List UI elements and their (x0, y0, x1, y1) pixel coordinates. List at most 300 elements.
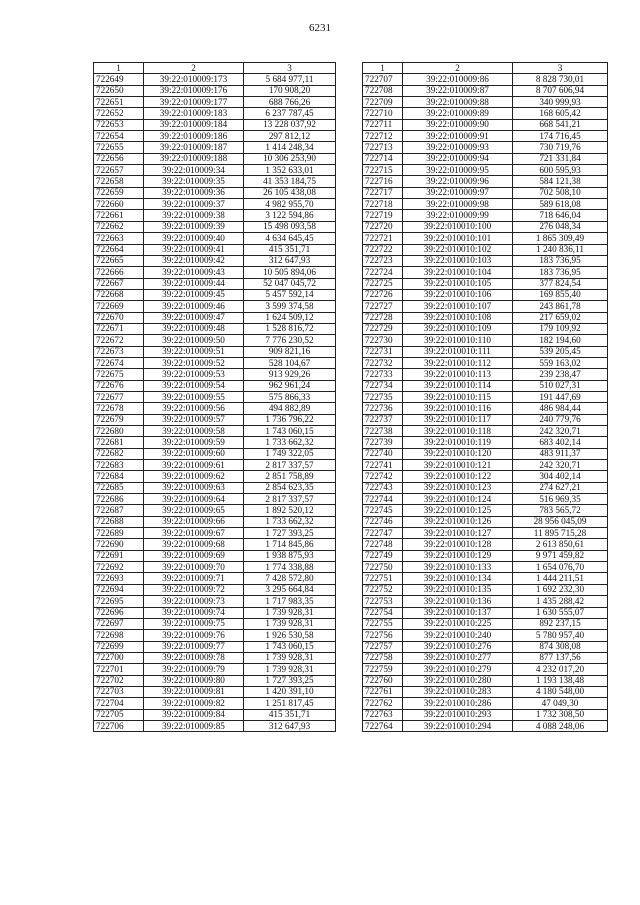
value-cell: 1 444 211,51 (513, 573, 608, 584)
value-cell: 913 929,26 (244, 369, 336, 380)
table-row (94, 255, 336, 266)
cadastral-number-cell: 39:22:010009:81 (144, 686, 244, 697)
cadastral-number-cell: 39:22:010009:98 (403, 199, 513, 210)
table-row (94, 312, 336, 323)
row-number-cell: 722680 (94, 426, 144, 437)
value-cell: 668 541,21 (513, 119, 608, 130)
row-number-cell: 722668 (94, 289, 144, 300)
cadastral-number-cell: 39:22:010009:66 (144, 516, 244, 527)
row-number-cell: 722734 (363, 380, 403, 391)
cadastral-number-cell: 39:22:010010:225 (403, 618, 513, 629)
cadastral-number-cell: 39:22:010009:82 (144, 698, 244, 709)
row-number-cell: 722676 (94, 380, 144, 391)
value-cell: 191 447,69 (513, 391, 608, 402)
row-number-cell: 722651 (94, 97, 144, 108)
header-row (363, 63, 608, 74)
header-col-3: 3 (244, 63, 336, 74)
row-number-cell: 722723 (363, 255, 403, 266)
table-row (94, 494, 336, 505)
value-cell: 909 821,16 (244, 346, 336, 357)
table-row (94, 153, 336, 164)
table-row (94, 176, 336, 187)
cadastral-number-cell: 39:22:010009:68 (144, 539, 244, 550)
value-cell: 312 647,93 (244, 255, 336, 266)
cadastral-number-cell: 39:22:010009:96 (403, 176, 513, 187)
table-row (94, 97, 336, 108)
row-number-cell: 722739 (363, 437, 403, 448)
cadastral-number-cell: 39:22:010010:134 (403, 573, 513, 584)
value-cell: 415 351,71 (244, 709, 336, 720)
cadastral-number-cell: 39:22:010010:135 (403, 584, 513, 595)
table-row (94, 505, 336, 516)
row-number-cell: 722735 (363, 391, 403, 402)
row-number-cell: 722674 (94, 357, 144, 368)
row-number-cell: 722671 (94, 323, 144, 334)
value-cell: 600 595,93 (513, 165, 608, 176)
row-number-cell: 722710 (363, 108, 403, 119)
row-number-cell: 722697 (94, 618, 144, 629)
value-cell: 1 420 391,10 (244, 686, 336, 697)
value-cell: 243 861,78 (513, 301, 608, 312)
table-row (363, 618, 608, 629)
value-cell: 242 320,71 (513, 426, 608, 437)
value-cell: 3 295 664,84 (244, 584, 336, 595)
table-row (363, 641, 608, 652)
row-number-cell: 722722 (363, 244, 403, 255)
value-cell: 183 736,95 (513, 255, 608, 266)
value-cell: 1 435 288,42 (513, 596, 608, 607)
cadastral-number-cell: 39:22:010009:85 (144, 720, 244, 731)
value-cell: 304 402,14 (513, 471, 608, 482)
table-row (94, 550, 336, 561)
table-row (94, 323, 336, 334)
row-number-cell: 722759 (363, 664, 403, 675)
table-row (94, 199, 336, 210)
table-row (363, 630, 608, 641)
table-row (363, 720, 608, 731)
row-number-cell: 722686 (94, 494, 144, 505)
table-row (363, 505, 608, 516)
cadastral-number-cell: 39:22:010009:77 (144, 641, 244, 652)
cadastral-number-cell: 39:22:010009:188 (144, 153, 244, 164)
table-row (363, 199, 608, 210)
table-row (363, 142, 608, 153)
cadastral-number-cell: 39:22:010009:56 (144, 403, 244, 414)
row-number-cell: 722683 (94, 460, 144, 471)
table-row (94, 516, 336, 527)
row-number-cell: 722693 (94, 573, 144, 584)
value-cell: 239 238,47 (513, 369, 608, 380)
cadastral-number-cell: 39:22:010009:40 (144, 233, 244, 244)
table-row (363, 539, 608, 550)
value-cell: 242 320,71 (513, 460, 608, 471)
cadastral-number-cell: 39:22:010010:283 (403, 686, 513, 697)
cadastral-number-cell: 39:22:010009:47 (144, 312, 244, 323)
table-row (363, 686, 608, 697)
table-row (363, 550, 608, 561)
table-row (363, 482, 608, 493)
cadastral-number-cell: 39:22:010010:136 (403, 596, 513, 607)
cadastral-number-cell: 39:22:010009:91 (403, 131, 513, 142)
value-cell: 1 717 983,35 (244, 596, 336, 607)
row-number-cell: 722741 (363, 460, 403, 471)
cadastral-number-cell: 39:22:010010:118 (403, 426, 513, 437)
row-number-cell: 722655 (94, 142, 144, 153)
row-number-cell: 722711 (363, 119, 403, 130)
cadastral-number-cell: 39:22:010010:112 (403, 357, 513, 368)
value-cell: 8 707 606,94 (513, 85, 608, 96)
value-cell: 1 692 232,30 (513, 584, 608, 595)
value-cell: 718 646,04 (513, 210, 608, 221)
value-cell: 1 733 662,32 (244, 516, 336, 527)
cadastral-number-cell: 39:22:010009:59 (144, 437, 244, 448)
value-cell: 1 739 928,31 (244, 664, 336, 675)
value-cell: 1 630 555,07 (513, 607, 608, 618)
value-cell: 1 739 928,31 (244, 618, 336, 629)
value-cell: 1 414 248,34 (244, 142, 336, 153)
row-number-cell: 722663 (94, 233, 144, 244)
row-number-cell: 722715 (363, 165, 403, 176)
value-cell: 274 627,21 (513, 482, 608, 493)
cadastral-number-cell: 39:22:010009:70 (144, 562, 244, 573)
row-number-cell: 722719 (363, 210, 403, 221)
table-row (94, 108, 336, 119)
row-number-cell: 722664 (94, 244, 144, 255)
row-number-cell: 722758 (363, 652, 403, 663)
value-cell: 1 251 817,45 (244, 698, 336, 709)
cadastral-number-cell: 39:22:010009:67 (144, 528, 244, 539)
row-number-cell: 722732 (363, 357, 403, 368)
cadastral-number-cell: 39:22:010009:52 (144, 357, 244, 368)
row-number-cell: 722748 (363, 539, 403, 550)
table-row (363, 652, 608, 663)
table-row (94, 357, 336, 368)
row-number-cell: 722696 (94, 607, 144, 618)
cadastral-number-cell: 39:22:010009:58 (144, 426, 244, 437)
value-cell: 584 121,38 (513, 176, 608, 187)
table-row (363, 301, 608, 312)
value-cell: 240 779,76 (513, 414, 608, 425)
table-row (363, 596, 608, 607)
table-row (94, 391, 336, 402)
value-cell: 2 613 850,61 (513, 539, 608, 550)
value-cell: 10 505 894,06 (244, 267, 336, 278)
value-cell: 5 780 957,40 (513, 630, 608, 641)
row-number-cell: 722657 (94, 165, 144, 176)
value-cell: 340 999,93 (513, 97, 608, 108)
value-cell: 2 854 623,35 (244, 482, 336, 493)
value-cell: 1 240 836,11 (513, 244, 608, 255)
cadastral-number-cell: 39:22:010010:123 (403, 482, 513, 493)
cadastral-number-cell: 39:22:010010:286 (403, 698, 513, 709)
value-cell: 1 774 338,88 (244, 562, 336, 573)
cadastral-number-cell: 39:22:010010:106 (403, 289, 513, 300)
cadastral-number-cell: 39:22:010009:35 (144, 176, 244, 187)
value-cell: 483 911,37 (513, 448, 608, 459)
cadastral-number-cell: 39:22:010009:54 (144, 380, 244, 391)
table-row (94, 448, 336, 459)
row-number-cell: 722667 (94, 278, 144, 289)
value-cell: 297 812,12 (244, 131, 336, 142)
table-row (94, 686, 336, 697)
table-row (94, 187, 336, 198)
table-row (363, 709, 608, 720)
table-row (363, 607, 608, 618)
cadastral-number-cell: 39:22:010010:104 (403, 267, 513, 278)
cadastral-number-cell: 39:22:010009:84 (144, 709, 244, 720)
table-row (94, 244, 336, 255)
value-cell: 5 457 592,14 (244, 289, 336, 300)
table-row (363, 426, 608, 437)
table-row (94, 233, 336, 244)
row-number-cell: 722733 (363, 369, 403, 380)
table-row (94, 426, 336, 437)
table-row (94, 709, 336, 720)
row-number-cell: 722669 (94, 301, 144, 312)
value-cell: 1 624 509,12 (244, 312, 336, 323)
value-cell: 26 105 438,08 (244, 187, 336, 198)
value-cell: 486 984,44 (513, 403, 608, 414)
value-cell: 528 104,67 (244, 357, 336, 368)
cadastral-number-cell: 39:22:010009:42 (144, 255, 244, 266)
table-row (94, 142, 336, 153)
cadastral-number-cell: 39:22:010010:103 (403, 255, 513, 266)
cadastral-number-cell: 39:22:010010:240 (403, 630, 513, 641)
cadastral-number-cell: 39:22:010009:50 (144, 335, 244, 346)
table-row (94, 562, 336, 573)
row-number-cell: 722709 (363, 97, 403, 108)
cadastral-number-cell: 39:22:010009:53 (144, 369, 244, 380)
page-number: 6231 (309, 22, 331, 34)
cadastral-number-cell: 39:22:010009:90 (403, 119, 513, 130)
table-header (94, 63, 336, 74)
value-cell: 5 684 977,11 (244, 74, 336, 85)
value-cell: 575 866,33 (244, 391, 336, 402)
row-number-cell: 722672 (94, 335, 144, 346)
row-number-cell: 722763 (363, 709, 403, 720)
cadastral-number-cell: 39:22:010009:186 (144, 131, 244, 142)
table-row (363, 494, 608, 505)
table-row (94, 698, 336, 709)
table-row (94, 471, 336, 482)
row-number-cell: 722761 (363, 686, 403, 697)
cadastral-number-cell: 39:22:010010:280 (403, 675, 513, 686)
table-row (94, 414, 336, 425)
row-number-cell: 722721 (363, 233, 403, 244)
value-cell: 174 716,45 (513, 131, 608, 142)
cadastral-number-cell: 39:22:010010:277 (403, 652, 513, 663)
row-number-cell: 722675 (94, 369, 144, 380)
table-row (94, 278, 336, 289)
table-row (363, 278, 608, 289)
value-cell: 516 969,35 (513, 494, 608, 505)
value-cell: 13 228 037,92 (244, 119, 336, 130)
cadastral-number-cell: 39:22:010010:116 (403, 403, 513, 414)
value-cell: 3 122 594,86 (244, 210, 336, 221)
table-row (363, 335, 608, 346)
cadastral-number-cell: 39:22:010009:38 (144, 210, 244, 221)
cadastral-number-cell: 39:22:010010:117 (403, 414, 513, 425)
table-row (94, 437, 336, 448)
cadastral-number-cell: 39:22:010009:45 (144, 289, 244, 300)
cadastral-number-cell: 39:22:010010:124 (403, 494, 513, 505)
table-row (94, 165, 336, 176)
cadastral-number-cell: 39:22:010010:111 (403, 346, 513, 357)
cadastral-number-cell: 39:22:010009:75 (144, 618, 244, 629)
value-cell: 494 882,89 (244, 403, 336, 414)
row-number-cell: 722754 (363, 607, 403, 618)
table-row (363, 562, 608, 573)
table-row (94, 119, 336, 130)
cadastral-number-cell: 39:22:010009:78 (144, 652, 244, 663)
row-number-cell: 722695 (94, 596, 144, 607)
table-row (363, 267, 608, 278)
row-number-cell: 722679 (94, 414, 144, 425)
cadastral-number-cell: 39:22:010009:87 (403, 85, 513, 96)
value-cell: 892 237,15 (513, 618, 608, 629)
row-number-cell: 722764 (363, 720, 403, 731)
table-row (94, 584, 336, 595)
row-number-cell: 722726 (363, 289, 403, 300)
cadastral-number-cell: 39:22:010009:55 (144, 391, 244, 402)
table-row (363, 403, 608, 414)
table-row (363, 153, 608, 164)
cadastral-number-cell: 39:22:010009:72 (144, 584, 244, 595)
value-cell: 168 605,42 (513, 108, 608, 119)
row-number-cell: 722677 (94, 391, 144, 402)
table-row (363, 119, 608, 130)
cadastral-number-cell: 39:22:010009:65 (144, 505, 244, 516)
cadastral-number-cell: 39:22:010009:71 (144, 573, 244, 584)
row-number-cell: 722713 (363, 142, 403, 153)
row-number-cell: 722694 (94, 584, 144, 595)
value-cell: 688 766,26 (244, 97, 336, 108)
cadastral-number-cell: 39:22:010009:99 (403, 210, 513, 221)
value-cell: 4 232 017,20 (513, 664, 608, 675)
cadastral-number-cell: 39:22:010010:127 (403, 528, 513, 539)
row-number-cell: 722757 (363, 641, 403, 652)
row-number-cell: 722665 (94, 255, 144, 266)
cadastral-number-cell: 39:22:010010:121 (403, 460, 513, 471)
table-row (94, 85, 336, 96)
table-row (363, 289, 608, 300)
table-row (94, 596, 336, 607)
cadastral-number-cell: 39:22:010010:126 (403, 516, 513, 527)
cadastral-number-cell: 39:22:010009:60 (144, 448, 244, 459)
table-row (363, 85, 608, 96)
table-row (94, 335, 336, 346)
header-col-2: 2 (144, 63, 244, 74)
table-row (363, 176, 608, 187)
cadastral-number-cell: 39:22:010009:46 (144, 301, 244, 312)
table-row (363, 357, 608, 368)
table-row (363, 414, 608, 425)
header-col-3: 3 (513, 63, 608, 74)
row-number-cell: 722729 (363, 323, 403, 334)
cadastral-number-cell: 39:22:010010:137 (403, 607, 513, 618)
row-number-cell: 722660 (94, 199, 144, 210)
cadastral-number-cell: 39:22:010010:108 (403, 312, 513, 323)
row-number-cell: 722682 (94, 448, 144, 459)
value-cell: 9 971 459,82 (513, 550, 608, 561)
cadastral-number-cell: 39:22:010009:86 (403, 74, 513, 85)
cadastral-number-cell: 39:22:010009:88 (403, 97, 513, 108)
cadastral-number-cell: 39:22:010010:113 (403, 369, 513, 380)
value-cell: 4 088 248,06 (513, 720, 608, 731)
cadastral-number-cell: 39:22:010009:73 (144, 596, 244, 607)
cadastral-number-cell: 39:22:010009:94 (403, 153, 513, 164)
value-cell: 1 714 845,86 (244, 539, 336, 550)
value-cell: 41 353 184,75 (244, 176, 336, 187)
value-cell: 1 865 309,49 (513, 233, 608, 244)
row-number-cell: 722673 (94, 346, 144, 357)
table-row (363, 675, 608, 686)
cadastral-number-cell: 39:22:010009:43 (144, 267, 244, 278)
value-cell: 1 654 076,70 (513, 562, 608, 573)
table-row (94, 403, 336, 414)
value-cell: 683 402,14 (513, 437, 608, 448)
table-row (363, 573, 608, 584)
row-number-cell: 722753 (363, 596, 403, 607)
row-number-cell: 722762 (363, 698, 403, 709)
cadastral-number-cell: 39:22:010009:64 (144, 494, 244, 505)
table-row (94, 573, 336, 584)
value-cell: 170 908,20 (244, 85, 336, 96)
table-body (363, 74, 608, 732)
value-cell: 6 237 787,45 (244, 108, 336, 119)
cadastral-number-cell: 39:22:010010:101 (403, 233, 513, 244)
row-number-cell: 722690 (94, 539, 144, 550)
table-row (94, 301, 336, 312)
row-number-cell: 722744 (363, 494, 403, 505)
row-number-cell: 722707 (363, 74, 403, 85)
table-row (363, 391, 608, 402)
value-cell: 510 027,31 (513, 380, 608, 391)
cadastral-number-cell: 39:22:010010:128 (403, 539, 513, 550)
table-row (363, 516, 608, 527)
table-row (363, 460, 608, 471)
value-cell: 377 824,54 (513, 278, 608, 289)
row-number-cell: 722716 (363, 176, 403, 187)
cadastral-number-cell: 39:22:010010:102 (403, 244, 513, 255)
row-number-cell: 722742 (363, 471, 403, 482)
value-cell: 2 817 337,57 (244, 460, 336, 471)
table-row (363, 74, 608, 85)
table-row (94, 221, 336, 232)
table-row (94, 369, 336, 380)
value-cell: 1 743 060,15 (244, 426, 336, 437)
cadastral-number-cell: 39:22:010009:44 (144, 278, 244, 289)
value-cell: 1 739 928,31 (244, 652, 336, 663)
cadastral-number-cell: 39:22:010010:105 (403, 278, 513, 289)
row-number-cell: 722681 (94, 437, 144, 448)
row-number-cell: 722745 (363, 505, 403, 516)
value-cell: 1 739 928,31 (244, 607, 336, 618)
table-row (363, 448, 608, 459)
value-cell: 11 895 715,28 (513, 528, 608, 539)
row-number-cell: 722704 (94, 698, 144, 709)
cadastral-number-cell: 39:22:010010:107 (403, 301, 513, 312)
cadastral-number-cell: 39:22:010010:109 (403, 323, 513, 334)
value-cell: 1 193 138,48 (513, 675, 608, 686)
table-row (94, 664, 336, 675)
value-cell: 1 733 662,32 (244, 437, 336, 448)
value-cell: 1 892 520,12 (244, 505, 336, 516)
row-number-cell: 722717 (363, 187, 403, 198)
value-cell: 721 331,84 (513, 153, 608, 164)
row-number-cell: 722698 (94, 630, 144, 641)
header-row (94, 63, 336, 74)
